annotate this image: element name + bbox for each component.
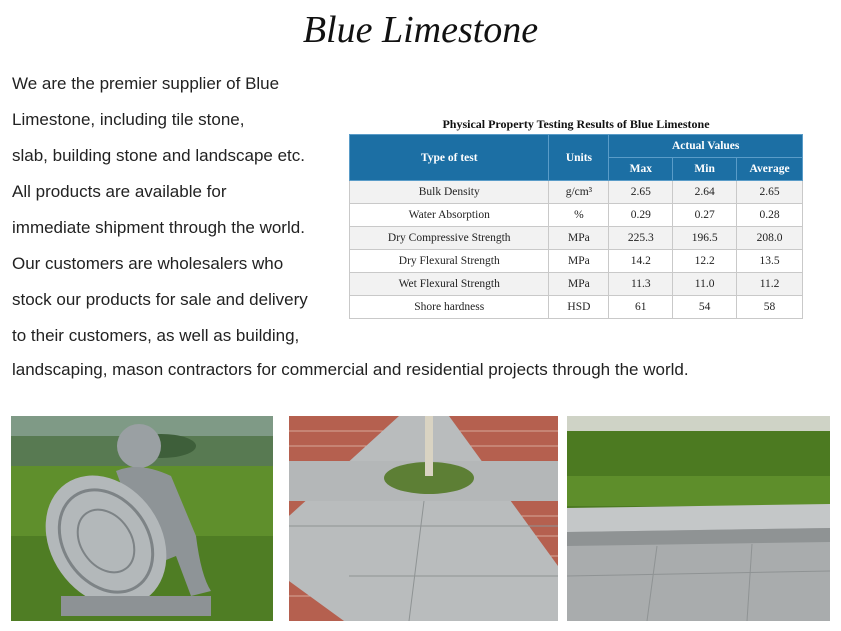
intro-last-line: landscaping, mason contractors for commercial and residential projects through the world. — [12, 360, 689, 379]
intro-paragraph — [12, 66, 342, 354]
cell-min: 196.5 — [673, 227, 737, 250]
intro-line: Limestone, including tile stone, — [12, 110, 245, 129]
cell-max: 14.2 — [609, 250, 673, 273]
cell-min: 0.27 — [673, 204, 737, 227]
cell-average: 58 — [737, 296, 803, 319]
cell-min: 12.2 — [673, 250, 737, 273]
table-row — [350, 204, 803, 227]
curb-stone-photo — [567, 416, 830, 621]
cell-unit: MPa — [549, 227, 609, 250]
cell-average: 0.28 — [737, 204, 803, 227]
cell-max: 225.3 — [609, 227, 673, 250]
stone-statue-photo — [11, 416, 273, 621]
header-min: Min — [673, 158, 737, 181]
intro-line: All products are available for — [12, 182, 227, 201]
cell-test: Dry Compressive Strength — [350, 227, 549, 250]
table-row — [350, 296, 803, 319]
cell-test: Wet Flexural Strength — [350, 273, 549, 296]
intro-line: We are the premier supplier of Blue — [12, 74, 280, 93]
intro-line: stock our products for sale and delivery — [12, 290, 308, 309]
cell-unit: % — [549, 204, 609, 227]
cell-min: 54 — [673, 296, 737, 319]
cell-unit: MPa — [549, 250, 609, 273]
property-table — [349, 134, 803, 319]
cell-test: Dry Flexural Strength — [350, 250, 549, 273]
table-row — [350, 250, 803, 273]
table-caption: Physical Property Testing Results of Blue Limestone — [442, 117, 710, 131]
page-title: Blue Limestone — [302, 9, 539, 51]
intro-line: Our customers are wholesalers who — [12, 254, 284, 273]
table-row — [350, 273, 803, 296]
intro-line: slab, building stone and landscape etc. — [12, 146, 305, 165]
cell-max: 11.3 — [609, 273, 673, 296]
cell-min: 2.64 — [673, 181, 737, 204]
cell-test: Shore hardness — [350, 296, 549, 319]
header-type-of-test: Type of test — [350, 135, 549, 181]
cell-test: Bulk Density — [350, 181, 549, 204]
cell-max: 0.29 — [609, 204, 673, 227]
header-units: Units — [549, 135, 609, 181]
cell-average: 11.2 — [737, 273, 803, 296]
cell-max: 61 — [609, 296, 673, 319]
cell-average: 2.65 — [737, 181, 803, 204]
header-max: Max — [609, 158, 673, 181]
cell-average: 208.0 — [737, 227, 803, 250]
table-row — [350, 227, 803, 250]
intro-line: immediate shipment through the world. — [12, 218, 305, 237]
paving-path-photo — [289, 416, 558, 621]
cell-min: 11.0 — [673, 273, 737, 296]
cell-unit: HSD — [549, 296, 609, 319]
cell-unit: MPa — [549, 273, 609, 296]
header-actual-values: Actual Values — [609, 135, 803, 158]
table-row — [350, 181, 803, 204]
intro-line: to their customers, as well as building, — [12, 326, 300, 345]
header-average: Average — [737, 158, 803, 181]
cell-test: Water Absorption — [350, 204, 549, 227]
cell-average: 13.5 — [737, 250, 803, 273]
cell-max: 2.65 — [609, 181, 673, 204]
cell-unit: g/cm³ — [549, 181, 609, 204]
